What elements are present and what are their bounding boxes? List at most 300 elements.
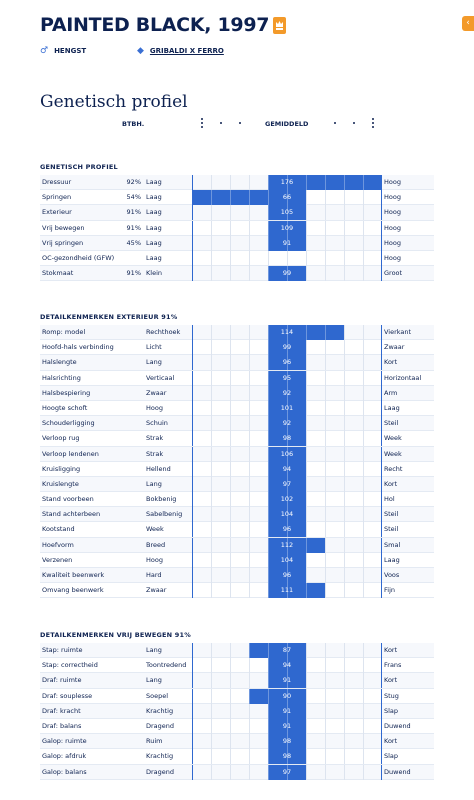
bar-cell xyxy=(306,643,325,658)
trait-score: 92 xyxy=(282,419,292,428)
trait-right-label: Frans xyxy=(384,661,402,670)
trait-group xyxy=(40,628,434,780)
bar-cell xyxy=(249,251,268,266)
trait-name: Hoogte schoft xyxy=(42,403,88,412)
bar-edge xyxy=(381,236,382,251)
bar-cell xyxy=(230,462,249,477)
bar-cell-filled xyxy=(211,190,230,205)
trait-row xyxy=(40,371,434,386)
bar-cell xyxy=(192,205,211,220)
bar-cell xyxy=(230,371,249,386)
bar-cell xyxy=(344,734,363,749)
trait-bar xyxy=(192,416,382,431)
bar-cell xyxy=(325,190,344,205)
trait-score: 98 xyxy=(282,434,292,443)
bar-cell xyxy=(344,251,363,266)
trait-left-label: Lang xyxy=(146,676,162,685)
bar-cell xyxy=(192,221,211,236)
bar-edge xyxy=(381,553,382,568)
bar-cell xyxy=(230,658,249,673)
bar-cell xyxy=(230,583,249,598)
bar-cell xyxy=(230,522,249,537)
bar-cell xyxy=(306,371,325,386)
trait-left-label: Week xyxy=(146,525,164,534)
bar-cell xyxy=(363,673,382,688)
bar-cell xyxy=(306,689,325,704)
bar-cell xyxy=(325,477,344,492)
bar-cell xyxy=(363,205,382,220)
bar-cell xyxy=(192,734,211,749)
trait-score: 91 xyxy=(282,721,292,730)
bar-edge xyxy=(381,689,382,704)
bar-cell xyxy=(211,583,230,598)
bar-cell xyxy=(249,583,268,598)
bar-cell xyxy=(192,477,211,492)
bar-cell xyxy=(211,431,230,446)
bar-cell xyxy=(211,507,230,522)
bar-cell xyxy=(344,266,363,281)
bar-cell xyxy=(306,749,325,764)
bar-cell-filled xyxy=(325,175,344,190)
trait-right-label: Hoog xyxy=(384,178,401,186)
bar-cell xyxy=(306,704,325,719)
bar-cell xyxy=(344,492,363,507)
trait-right-label: Recht xyxy=(384,464,403,473)
bar-cell xyxy=(192,416,211,431)
bar-cell xyxy=(325,205,344,220)
trait-name: Halsbespiering xyxy=(42,388,91,397)
bar-cell xyxy=(230,492,249,507)
trait-score: 91 xyxy=(282,676,292,685)
bar-cell xyxy=(325,689,344,704)
bar-cell xyxy=(363,325,382,340)
trait-left-label: Hoog xyxy=(146,403,163,412)
bar-cell xyxy=(344,325,363,340)
bar-edge xyxy=(381,340,382,355)
bar-cell xyxy=(306,462,325,477)
bar-edge xyxy=(381,416,382,431)
bar-edge xyxy=(381,221,382,236)
trait-bar xyxy=(192,340,382,355)
horse-title xyxy=(40,14,460,36)
bar-cell xyxy=(211,643,230,658)
trait-score: 91 xyxy=(282,706,292,715)
bar-cell xyxy=(344,477,363,492)
trait-right-label: Hol xyxy=(384,495,395,504)
trait-bar xyxy=(192,689,382,704)
trait-name: Stap: correctheid xyxy=(42,661,98,670)
trait-score: 104 xyxy=(280,510,294,519)
bar-cell xyxy=(192,266,211,281)
trait-score: 90 xyxy=(282,691,292,700)
trait-row xyxy=(40,719,434,734)
bar-cell xyxy=(325,492,344,507)
bar-cell xyxy=(249,431,268,446)
dot-column-icon xyxy=(239,122,241,126)
trait-right-label: Slap xyxy=(384,752,399,761)
bar-cell xyxy=(230,355,249,370)
bar-cell xyxy=(249,175,268,190)
dot-column-icon xyxy=(220,122,222,126)
bar-cell xyxy=(306,447,325,462)
bar-cell-filled xyxy=(344,175,363,190)
bar-cell xyxy=(211,538,230,553)
trait-row xyxy=(40,190,434,205)
bar-cell xyxy=(325,251,344,266)
trait-name: Stap: ruimte xyxy=(42,646,83,654)
trait-row xyxy=(40,553,434,568)
bar-cell xyxy=(344,673,363,688)
trait-row xyxy=(40,765,434,780)
bar-cell-filled xyxy=(363,175,382,190)
trait-left-label: Hoog xyxy=(146,555,163,564)
bar-cell xyxy=(249,477,268,492)
trait-left-label: Laag xyxy=(146,208,162,217)
bar-cell xyxy=(306,190,325,205)
bar-cell xyxy=(230,447,249,462)
bar-cell xyxy=(363,583,382,598)
trait-row xyxy=(40,658,434,673)
trait-row xyxy=(40,355,434,370)
bar-cell xyxy=(344,538,363,553)
trait-bar xyxy=(192,477,382,492)
bar-cell xyxy=(211,553,230,568)
trait-bar xyxy=(192,568,382,583)
trait-reliability: 91% xyxy=(126,223,141,232)
trait-left-label: Hellend xyxy=(146,464,171,473)
bar-cell xyxy=(363,553,382,568)
bar-cell xyxy=(344,522,363,537)
trait-left-label: Toontredend xyxy=(146,661,187,670)
bar-cell xyxy=(230,386,249,401)
trait-left-label: Laag xyxy=(146,223,162,232)
trait-left-label: Laag xyxy=(146,238,162,247)
bar-cell xyxy=(363,266,382,281)
trait-row xyxy=(40,266,434,281)
bar-cell xyxy=(211,340,230,355)
trait-name: Vrij springen xyxy=(42,238,84,247)
bar-cell xyxy=(211,236,230,251)
trait-score: 87 xyxy=(282,646,292,654)
bar-cell xyxy=(344,704,363,719)
trait-score: 176 xyxy=(280,178,294,186)
crown-icon xyxy=(273,17,286,34)
bar-cell-filled xyxy=(306,175,325,190)
bar-cell xyxy=(249,704,268,719)
bar-cell xyxy=(287,251,306,266)
bar-edge xyxy=(381,355,382,370)
bar-cell xyxy=(325,431,344,446)
bar-cell xyxy=(211,386,230,401)
bar-cell xyxy=(211,251,230,266)
bar-cell xyxy=(344,658,363,673)
trait-reliability: 91% xyxy=(126,269,141,278)
trait-bar xyxy=(192,266,382,281)
trait-bar xyxy=(192,749,382,764)
bar-edge xyxy=(381,522,382,537)
bar-cell xyxy=(344,431,363,446)
bar-cell xyxy=(325,704,344,719)
trait-name: Draf: souplesse xyxy=(42,691,93,700)
trait-right-label: Voos xyxy=(384,571,400,579)
bar-cell xyxy=(325,538,344,553)
bar-cell xyxy=(249,719,268,734)
trait-bar xyxy=(192,205,382,220)
bar-cell xyxy=(192,643,211,658)
trait-name: Verloop rug xyxy=(42,434,80,443)
trait-score: 99 xyxy=(282,343,292,352)
trait-name: OC-gezondheid (GFW) xyxy=(42,253,115,262)
trait-right-label: Hoog xyxy=(384,253,401,262)
trait-score: 97 xyxy=(282,479,292,488)
trait-name: Galop: afdruk xyxy=(42,752,87,761)
trait-left-label: Klein xyxy=(146,269,162,278)
bar-cell xyxy=(249,765,268,780)
bar-cell xyxy=(306,431,325,446)
bar-cell xyxy=(211,416,230,431)
bar-edge xyxy=(381,371,382,386)
bar-cell xyxy=(230,553,249,568)
trait-name: Kruisligging xyxy=(42,464,81,473)
bar-cell xyxy=(192,371,211,386)
bar-cell xyxy=(230,416,249,431)
trait-name: Kwaliteit beenwerk xyxy=(42,571,105,579)
trait-right-label: Vierkant xyxy=(384,328,412,336)
bar-edge xyxy=(381,643,382,658)
trait-score: 95 xyxy=(282,373,292,382)
bar-edge xyxy=(381,462,382,477)
bar-cell xyxy=(230,221,249,236)
trait-right-label: Kort xyxy=(384,479,398,488)
bar-cell xyxy=(211,765,230,780)
bar-edge xyxy=(381,175,382,190)
trait-bar xyxy=(192,643,382,658)
trait-right-label: Arm xyxy=(384,388,398,397)
bar-cell xyxy=(192,568,211,583)
bar-cell xyxy=(268,251,287,266)
bar-cell xyxy=(211,704,230,719)
trait-name: Stand voorbeen xyxy=(42,495,94,504)
bar-cell xyxy=(363,643,382,658)
bar-cell xyxy=(344,765,363,780)
trait-name: Hoefvorm xyxy=(42,540,74,549)
bar-cell xyxy=(363,221,382,236)
bar-cell xyxy=(192,447,211,462)
trait-left-label: Ruim xyxy=(146,737,163,746)
bar-cell xyxy=(363,190,382,205)
bar-cell xyxy=(230,704,249,719)
trait-bar xyxy=(192,522,382,537)
bar-cell xyxy=(306,416,325,431)
bar-cell xyxy=(344,221,363,236)
bar-cell xyxy=(306,221,325,236)
trait-right-label: Steil xyxy=(384,510,399,519)
bar-cell xyxy=(211,492,230,507)
bar-cell-filled xyxy=(325,325,344,340)
bar-cell xyxy=(211,658,230,673)
bar-edge xyxy=(381,266,382,281)
trait-row xyxy=(40,583,434,598)
trait-left-label: Laag xyxy=(146,193,162,202)
bar-cell xyxy=(344,401,363,416)
trait-name: Verzenen xyxy=(42,555,73,564)
trait-name: Kootstand xyxy=(42,525,75,534)
bar-cell xyxy=(230,689,249,704)
bar-cell xyxy=(211,568,230,583)
bar-edge xyxy=(381,325,382,340)
trait-left-label: Zwaar xyxy=(146,388,167,397)
bar-cell xyxy=(363,507,382,522)
trait-bar xyxy=(192,325,382,340)
trait-row xyxy=(40,340,434,355)
legend-right-label: GEMIDDELD xyxy=(265,120,309,128)
pedigree-link[interactable]: GRIBALDI X FERRO xyxy=(149,47,224,55)
trait-row xyxy=(40,251,434,266)
bar-cell xyxy=(192,401,211,416)
bar-edge xyxy=(381,704,382,719)
bar-cell xyxy=(306,658,325,673)
bar-cell xyxy=(306,355,325,370)
bar-cell xyxy=(192,340,211,355)
trait-name: Galop: ruimte xyxy=(42,737,87,746)
trait-reliability: 91% xyxy=(126,208,141,217)
trait-right-label: Hoog xyxy=(384,238,401,247)
trait-right-label: Duwend xyxy=(384,767,411,776)
trait-row xyxy=(40,175,434,190)
bar-cell xyxy=(211,749,230,764)
bar-cell xyxy=(192,236,211,251)
bar-cell xyxy=(249,386,268,401)
bar-cell xyxy=(363,462,382,477)
trait-bar xyxy=(192,236,382,251)
bar-cell xyxy=(249,568,268,583)
bar-cell xyxy=(192,355,211,370)
bar-cell xyxy=(325,658,344,673)
bar-edge xyxy=(381,583,382,598)
chevron-left-icon: ‹ xyxy=(466,18,470,28)
trait-score: 114 xyxy=(280,328,294,336)
bar-cell xyxy=(249,371,268,386)
trait-left-label: Rechthoek xyxy=(146,328,181,336)
trait-right-label: Kort xyxy=(384,646,398,654)
trait-score: 98 xyxy=(282,752,292,761)
bar-cell xyxy=(249,266,268,281)
trait-right-label: Laag xyxy=(384,555,400,564)
bar-cell xyxy=(192,689,211,704)
bar-cell xyxy=(211,371,230,386)
bar-cell xyxy=(249,734,268,749)
pedigree-info[interactable] xyxy=(137,46,224,56)
trait-name: Draf: balans xyxy=(42,721,82,730)
bar-edge xyxy=(381,658,382,673)
bar-cell xyxy=(344,749,363,764)
trait-left-label: Soepel xyxy=(146,691,169,700)
trait-score: 94 xyxy=(282,464,292,473)
bar-cell xyxy=(192,749,211,764)
bar-cell-filled xyxy=(192,190,211,205)
trait-left-label: Zwaar xyxy=(146,586,167,595)
bar-cell xyxy=(325,371,344,386)
trait-bar xyxy=(192,658,382,673)
bar-cell xyxy=(230,266,249,281)
trait-left-label: Lang xyxy=(146,479,162,488)
bar-cell xyxy=(230,673,249,688)
bar-cell xyxy=(344,416,363,431)
bar-cell xyxy=(306,492,325,507)
bar-cell xyxy=(344,340,363,355)
trait-score: 98 xyxy=(282,737,292,746)
trait-bar xyxy=(192,175,382,190)
bar-cell xyxy=(325,266,344,281)
bar-edge xyxy=(381,568,382,583)
trait-left-label: Strak xyxy=(146,434,164,443)
trait-bar xyxy=(192,734,382,749)
dot-column-icon xyxy=(201,118,203,130)
trait-row xyxy=(40,416,434,431)
bar-cell xyxy=(325,236,344,251)
trait-name: Springen xyxy=(42,193,72,202)
bar-cell xyxy=(192,583,211,598)
group-title: DETAILKENMERKEN EXTERIEUR 91% xyxy=(40,313,178,321)
trait-bar xyxy=(192,251,382,266)
bar-cell xyxy=(306,553,325,568)
bar-cell xyxy=(249,355,268,370)
trait-name: Vrij bewegen xyxy=(42,223,85,232)
trait-right-label: Steil xyxy=(384,525,399,534)
trait-row xyxy=(40,386,434,401)
trait-right-label: Zwaar xyxy=(384,343,405,352)
trait-row xyxy=(40,236,434,251)
trait-row xyxy=(40,221,434,236)
trait-bar xyxy=(192,447,382,462)
trait-right-label: Horizontaal xyxy=(384,373,422,382)
trait-row xyxy=(40,462,434,477)
bar-cell xyxy=(306,251,325,266)
trait-row xyxy=(40,205,434,220)
bar-cell xyxy=(325,416,344,431)
bar-cell xyxy=(325,734,344,749)
trait-group xyxy=(40,160,434,281)
bar-cell xyxy=(211,266,230,281)
bar-cell xyxy=(192,553,211,568)
bar-cell xyxy=(306,765,325,780)
bar-cell xyxy=(325,386,344,401)
trait-left-label: Bokbenig xyxy=(146,495,177,504)
bar-cell xyxy=(230,340,249,355)
bar-cell xyxy=(363,658,382,673)
bar-cell xyxy=(211,719,230,734)
bar-cell xyxy=(344,371,363,386)
trait-bar xyxy=(192,719,382,734)
bar-cell xyxy=(249,749,268,764)
trait-right-label: Smal xyxy=(384,540,401,549)
trait-bar xyxy=(192,355,382,370)
bar-cell xyxy=(249,416,268,431)
bar-cell xyxy=(325,643,344,658)
bar-cell xyxy=(325,507,344,522)
bar-cell-filled xyxy=(306,325,325,340)
trait-reliability: 45% xyxy=(126,238,141,247)
trait-bar xyxy=(192,507,382,522)
bar-cell xyxy=(325,719,344,734)
side-tab-button[interactable] xyxy=(462,16,474,31)
trait-score: 106 xyxy=(280,449,294,458)
trait-row xyxy=(40,734,434,749)
bar-cell xyxy=(249,553,268,568)
bar-cell xyxy=(192,673,211,688)
trait-bar xyxy=(192,553,382,568)
trait-name: Hoofd-hals verbinding xyxy=(42,343,114,352)
